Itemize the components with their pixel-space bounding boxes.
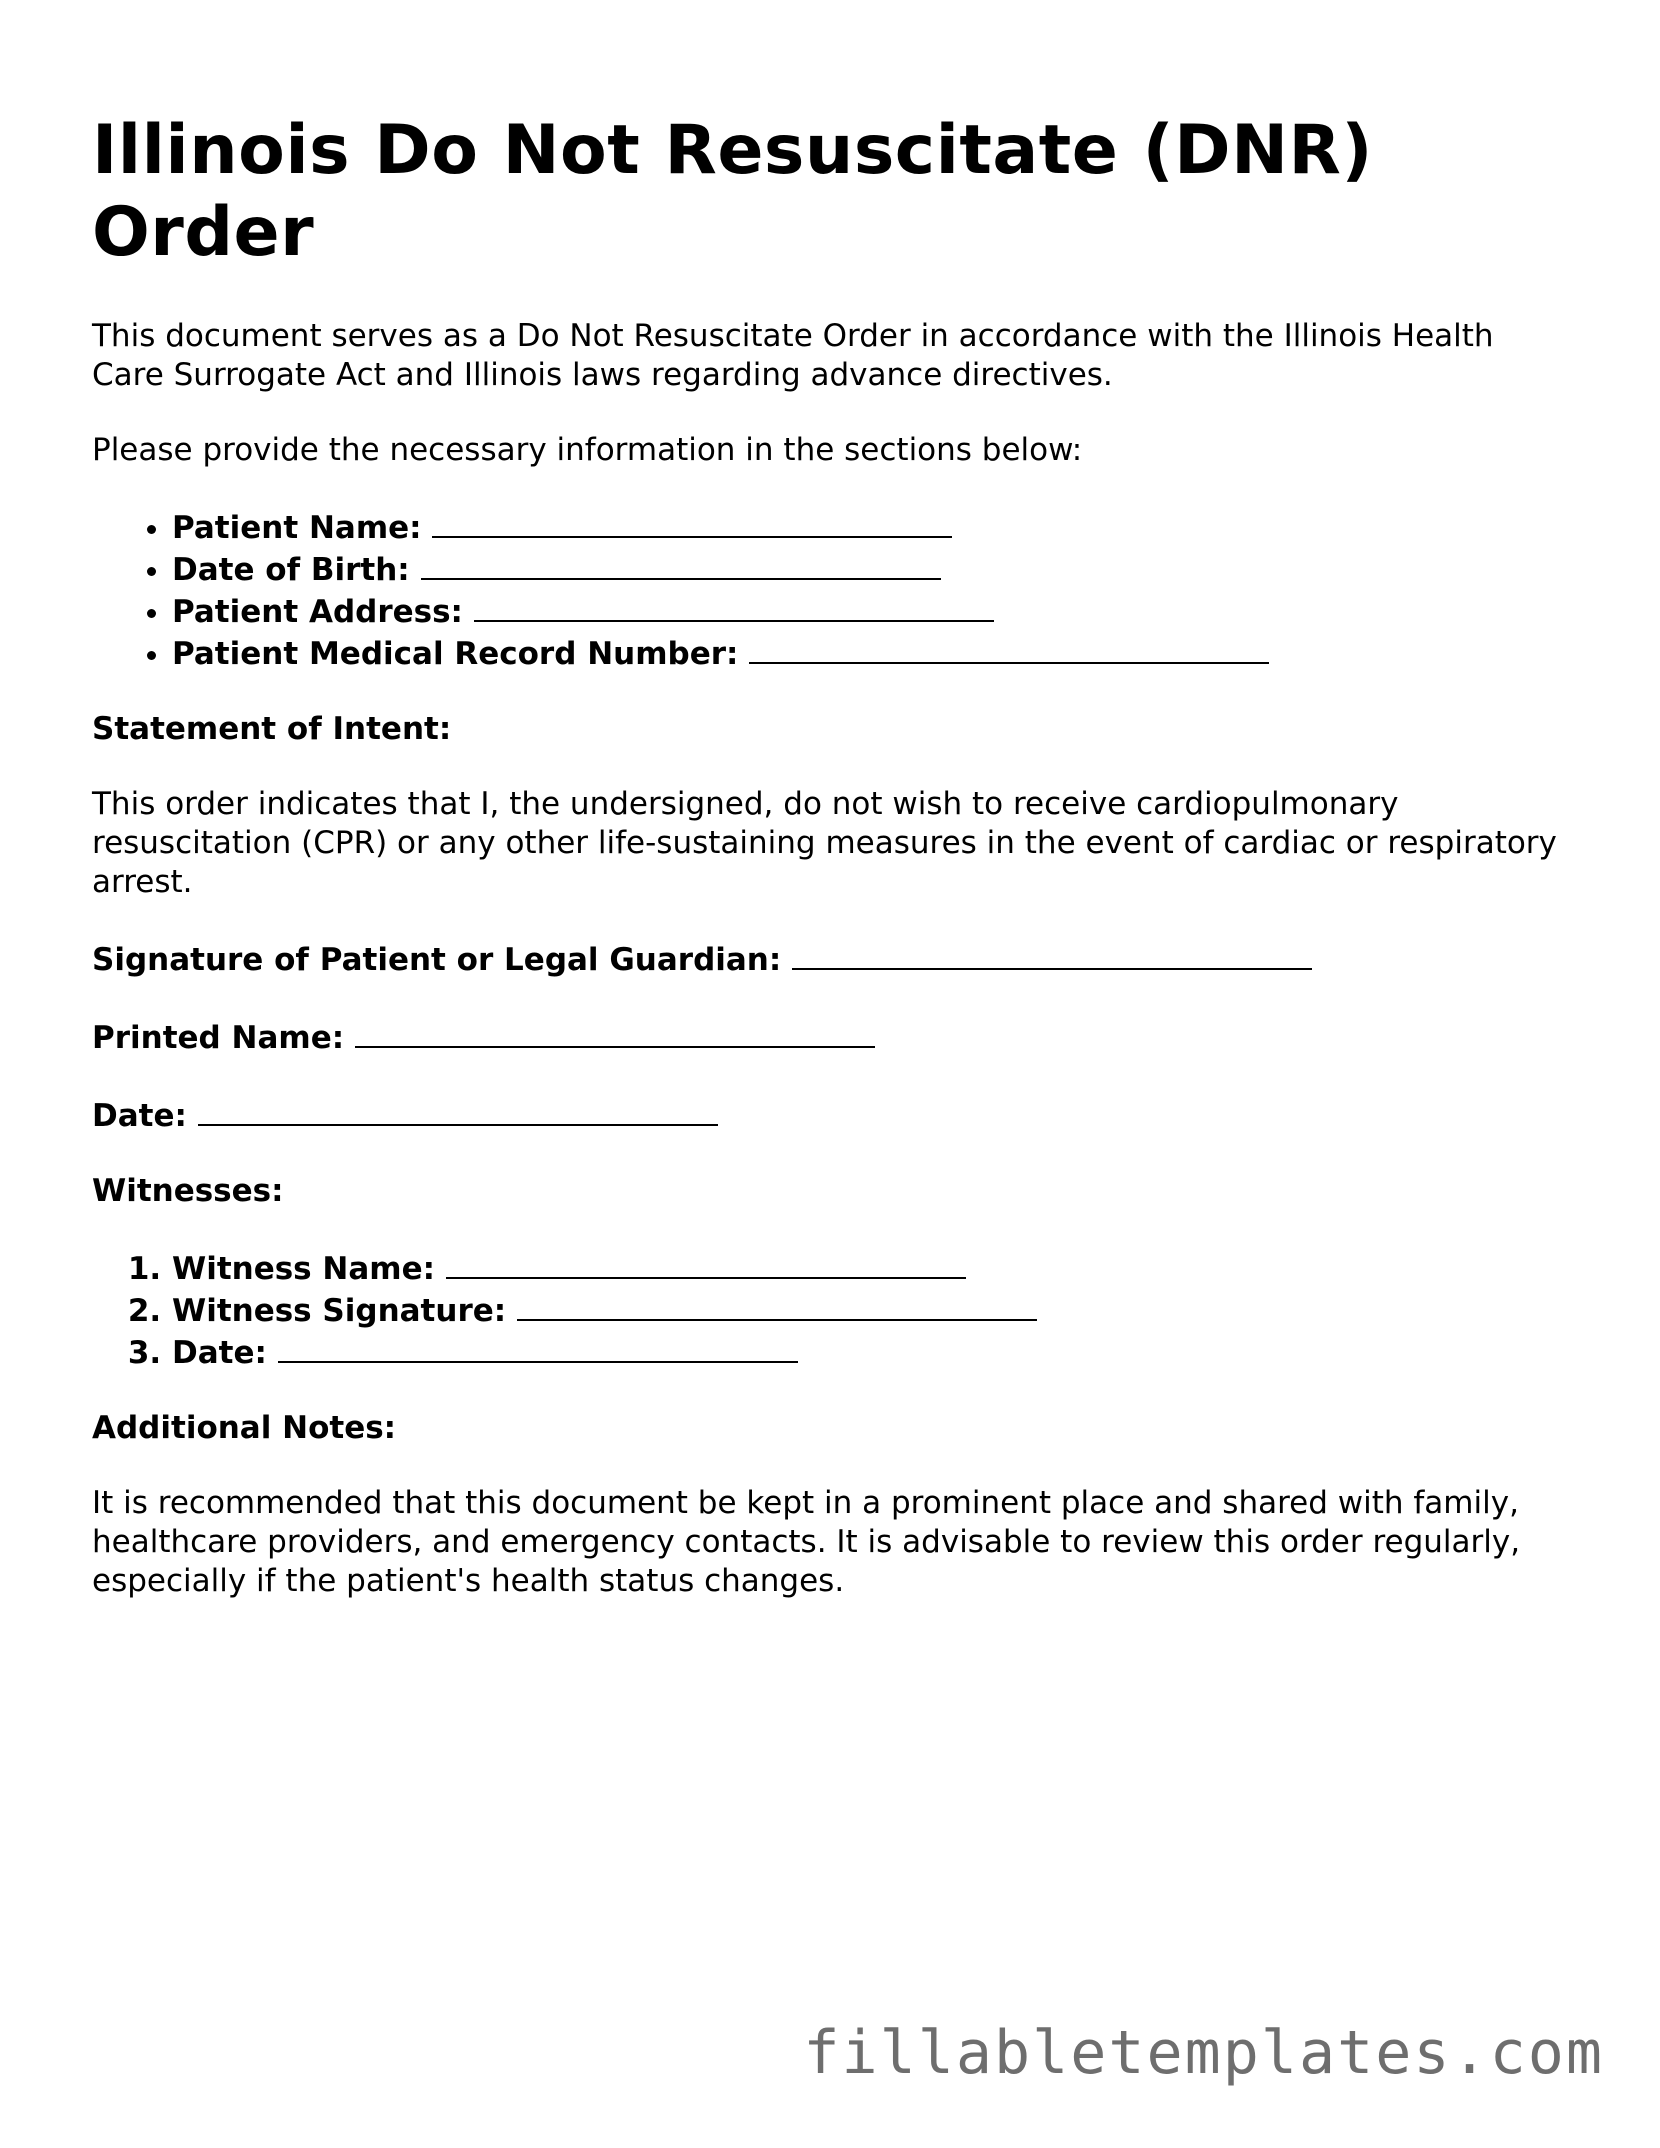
watermark: fillabletemplates.com [803,2018,1604,2088]
witness-name-label: Witness Name: [172,1251,436,1288]
witness-signature-field[interactable] [517,1289,1037,1321]
signature-line [92,938,1572,980]
list-item [172,632,1572,674]
list-item [172,1289,1572,1331]
patient-name-field[interactable] [432,506,952,538]
medical-record-number-label: Patient Medical Record Number: [172,636,739,673]
witnesses-heading: Witnesses: [92,1173,284,1210]
statement-paragraph: This order indicates that I, the undersigned, do not wish to receive cardiopulmonary resuscitation (CPR) or any other life-sustaining measures in the event of cardiac or respiratory arrest. [92,786,1557,901]
witness-date-label: Date: [172,1335,267,1372]
instruction-paragraph: Please provide the necessary information in the sections below: [92,432,1083,469]
intro-paragraph: This document serves as a Do Not Resuscitate Order in accordance with the Illinois Health Care Surrogate Act and Illinois laws regarding advance directives. [92,318,1494,394]
witness-name-field[interactable] [446,1247,966,1279]
statement-heading: Statement of Intent: [92,711,452,748]
witness-date-field[interactable] [278,1331,798,1363]
printed-name-line [92,1016,1572,1058]
printed-name-label: Printed Name: [92,1020,345,1057]
date-line [92,1094,1572,1136]
list-item [172,506,1572,548]
witness-list [92,1247,1572,1373]
date-field[interactable] [198,1094,718,1126]
notes-heading: Additional Notes: [92,1410,397,1447]
date-label: Date: [92,1098,187,1135]
list-item [172,590,1572,632]
list-item [172,548,1572,590]
page-title: Illinois Do Not Resuscitate (DNR) Order [92,111,1373,272]
printed-name-field[interactable] [355,1016,875,1048]
patient-name-label: Patient Name: [172,510,422,547]
patient-address-label: Patient Address: [172,594,463,631]
patient-address-field[interactable] [474,590,994,622]
medical-record-number-field[interactable] [749,632,1269,664]
signature-label: Signature of Patient or Legal Guardian: [92,942,782,979]
patient-info-list [92,506,1572,674]
witness-signature-label: Witness Signature: [172,1293,507,1330]
date-of-birth-label: Date of Birth: [172,552,410,589]
signature-field[interactable] [792,938,1312,970]
list-item [172,1331,1572,1373]
date-of-birth-field[interactable] [421,548,941,580]
document-page [92,110,1572,1637]
notes-paragraph: It is recommended that this document be kept in a prominent place and shared with family, healthcare providers, and emergency contacts. It is advisable to review this order regularly, especially if the patient's health status changes. [92,1485,1521,1600]
list-item [172,1247,1572,1289]
